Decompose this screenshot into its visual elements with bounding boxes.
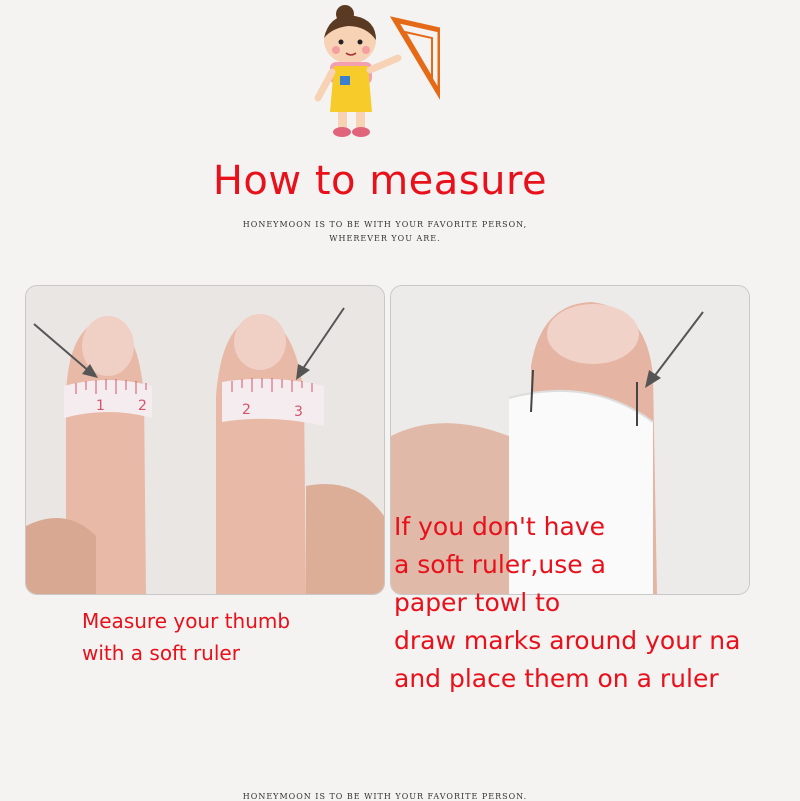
paper-towel-caption: [394, 508, 740, 698]
ruler-number: 2: [242, 402, 251, 418]
caption-line: draw marks around your na: [394, 626, 741, 655]
caption-line: paper towl to: [394, 588, 561, 617]
tagline-line-1: HONEYMOON IS TO BE WITH YOUR FAVORITE PERSON,: [242, 220, 528, 229]
tagline-line-2: WHEREVER YOU ARE.: [329, 234, 441, 243]
caption-line: with a soft ruler: [82, 641, 240, 665]
girl-with-triangle-illustration: [300, 0, 440, 145]
soft-ruler-photo: [25, 285, 385, 595]
ruler-number: 1: [96, 398, 105, 414]
caption-line: and place them on a ruler: [394, 664, 719, 693]
footer-tagline: HONEYMOON IS TO BE WITH YOUR FAVORITE PERSON.: [242, 792, 528, 801]
soft-ruler-caption: [82, 605, 290, 669]
caption-line: a soft ruler,use a: [394, 550, 606, 579]
caption-line: If you don't have: [394, 512, 605, 541]
caption-line: Measure your thumb: [82, 609, 291, 633]
ruler-number: 2: [138, 398, 147, 414]
ruler-number: 3: [294, 404, 303, 420]
page-title: How to measure: [212, 158, 548, 204]
